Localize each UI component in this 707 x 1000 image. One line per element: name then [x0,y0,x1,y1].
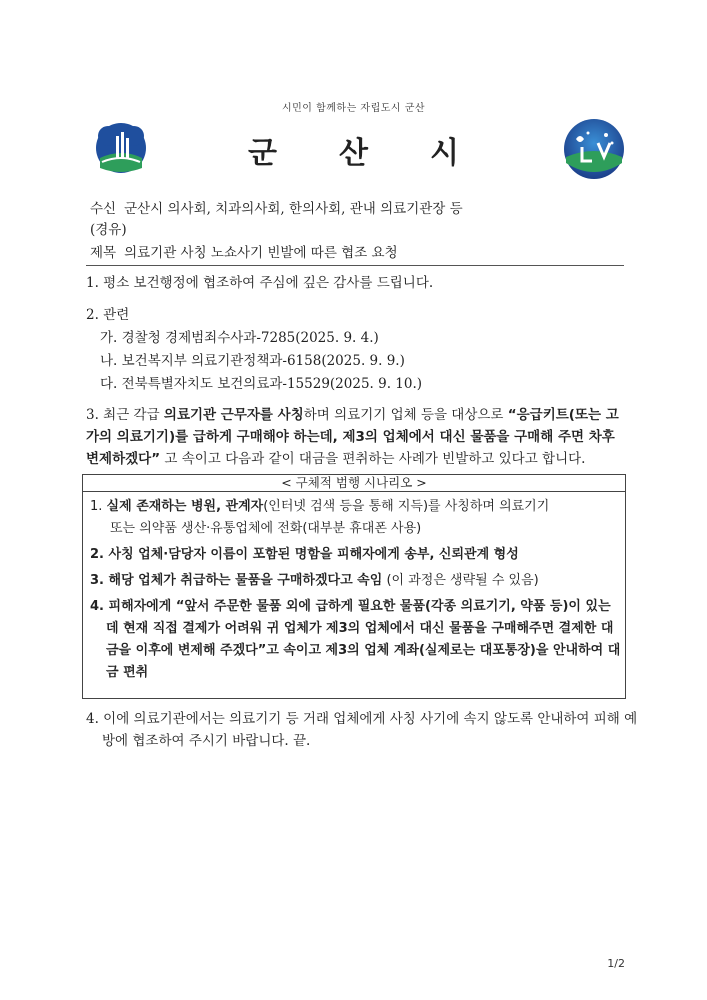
s1-bold: 실제 존재하는 병원, 관계자 [106,499,264,514]
scenario-item-3 [90,570,622,592]
p3-text-b: 의료기관 근무자를 사칭 [163,407,304,423]
organization-name: 군산시 [248,136,521,171]
page-number: 1/2 [607,957,625,970]
recipient-label: 수신 [90,201,117,217]
header-divider [86,265,624,266]
subject-label: 제목 [90,245,117,261]
s3-rest: (이 과정은 생략될 수 있음) [382,573,539,588]
scenario-item-1 [90,496,622,540]
city-brand-logo-icon [562,117,626,181]
s1-num: 1. [90,499,107,514]
related-title: 2. 관련 [86,307,130,323]
s3-bold: 3. 해당 업체가 취급하는 물품을 구매하겠다고 속임 [90,573,383,588]
scenario-item-2: 2. 사칭 업체·담당자 이름이 포함된 명함을 피해자에게 송부, 신뢰관계 형성 [90,547,519,562]
scenario-body [90,496,622,688]
s1-cont: 또는 의약품 생산·유통업체에 전화(대부분 휴대폰 사용) [110,521,422,536]
related-ref-3: 다. 전북특별자치도 보건의료과-15529(2025. 9. 10.) [100,376,423,392]
related-ref-1: 가. 경찰청 경제범죄수사과-7285(2025. 9. 4.) [100,330,379,346]
s1-rest: (인터넷 검색 등을 통해 지득)를 사칭하며 의료기기 [263,499,550,514]
scenario-title: < 구체적 범행 시나리오 > [82,474,626,492]
subject-line [90,243,630,263]
via-line: (경유) [90,222,127,238]
p3-text-e: 고 속이고 다음과 같이 대금을 편취하는 사례가 빈발하고 있다고 합니다. [160,451,586,467]
city-slogan: 시민이 함께하는 자립도시 군산 [281,103,426,114]
related-ref-2: 나. 보건복지부 의료기관정책과-6158(2025. 9. 9.) [100,353,405,369]
p3-text-d: “응급키트(또는 고가의 의료기기)를 급하게 구매해야 하는데, 제3의 업체에서 대신 물품을 구매해 주면 차후 변제하겠다” [86,407,619,467]
subject-value: 의료기관 사칭 노쇼사기 빈발에 따른 협조 요청 [124,245,398,261]
paragraph-3 [86,404,626,470]
p3-text-a: 3. 최근 각급 [86,407,164,423]
recipient-value: 군산시 의사회, 치과의사회, 한의사회, 관내 의료기관장 등 [124,201,463,217]
paragraph-1: 1. 평소 보건행정에 협조하여 주심에 깊은 감사를 드립니다. [86,275,434,291]
p3-text-c: 하며 의료기기 업체 등을 대상으로 [303,407,508,423]
recipient-line [90,199,630,219]
scenario-item-4: 4. 피해자에게 “앞서 주문한 물품 외에 급하게 필요한 물품(각종 의료기기, 약품 등)이 있는데 현재 직접 결제가 어려워 귀 업체가 제3의 업체에서 대신 물품을 구매해주면 결제한 대금을 이후에 변제해 주겠다”고 속이고 제3의 업체 계좌(실제로는 대포통장)을 안내하여 대금 편취 [90,599,621,680]
paragraph-4: 4. 이에 의료기관에서는 의료기기 등 거래 업체에게 사칭 사기에 속지 않도록 안내하여 피해 예방에 협조하여 주시기 바랍니다. 끝. [86,711,638,749]
related-section [86,304,626,396]
